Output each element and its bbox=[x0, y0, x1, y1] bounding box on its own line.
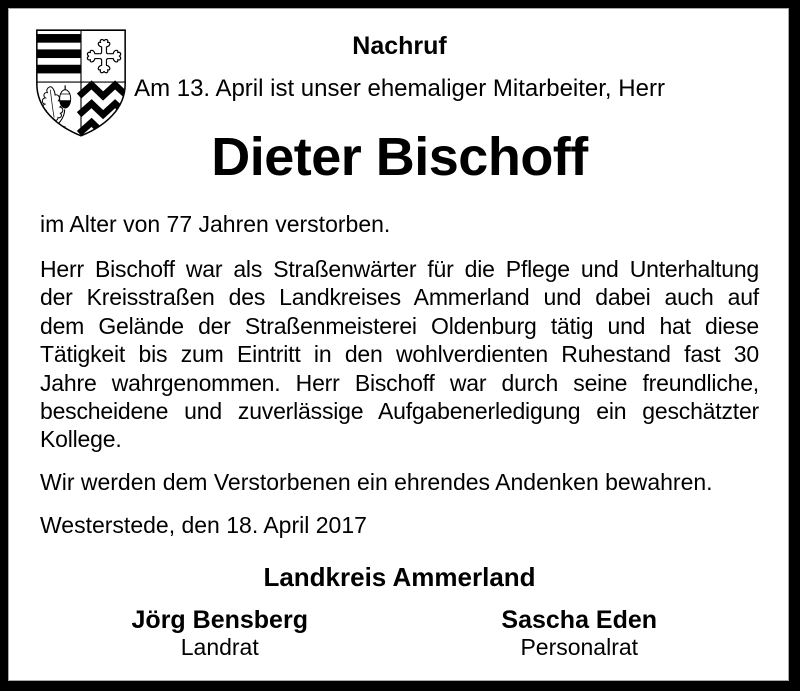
intro-line: Am 13. April ist unser ehemaliger Mitarbeiter, Herr bbox=[134, 75, 665, 102]
signature-role: Landrat bbox=[180, 633, 259, 660]
signature-name: Sascha Eden bbox=[501, 605, 658, 634]
signature-row bbox=[40, 606, 759, 661]
remembrance-line: Wir werden dem Verstorbenen ein ehrendes Andenken bewahren. bbox=[40, 468, 713, 495]
place-date-line: Westerstede, den 18. April 2017 bbox=[40, 511, 367, 538]
obituary-type-heading: Nachruf bbox=[352, 32, 447, 60]
signature-name: Jörg Bensberg bbox=[131, 605, 308, 634]
organization-name: Landkreis Ammerland bbox=[263, 561, 536, 592]
crest-bars-quarter bbox=[37, 34, 81, 73]
obituary-body bbox=[40, 255, 759, 454]
deceased-name: Dieter Bischoff bbox=[211, 127, 588, 187]
signature-right bbox=[400, 606, 760, 661]
body-line: Kollege. bbox=[40, 426, 122, 453]
coat-of-arms-icon bbox=[33, 27, 129, 139]
signature-left bbox=[40, 606, 400, 661]
body-line: Jahre wahrgenommen. Herr Bischoff war durch seine freundliche, bbox=[40, 369, 759, 396]
body-line: der Kreisstraßen des Landkreises Ammerland und dabei auch auf bbox=[40, 284, 759, 311]
signature-role: Personalrat bbox=[520, 633, 639, 660]
body-line: Herr Bischoff war als Straßenwärter für die Pflege und Unterhaltung bbox=[40, 256, 759, 282]
body-line: Tätigkeit bis zum Eintritt in den wohlverdienten Ruhestand fast 30 bbox=[40, 341, 759, 368]
age-line: im Alter von 77 Jahren verstorben. bbox=[40, 211, 391, 237]
body-line: dem Gelände der Straßenmeisterei Oldenburg tätig und hat diese bbox=[40, 312, 759, 339]
body-line: bescheidene und zuverlässige Aufgabenerledigung ein geschätzter bbox=[40, 398, 759, 425]
